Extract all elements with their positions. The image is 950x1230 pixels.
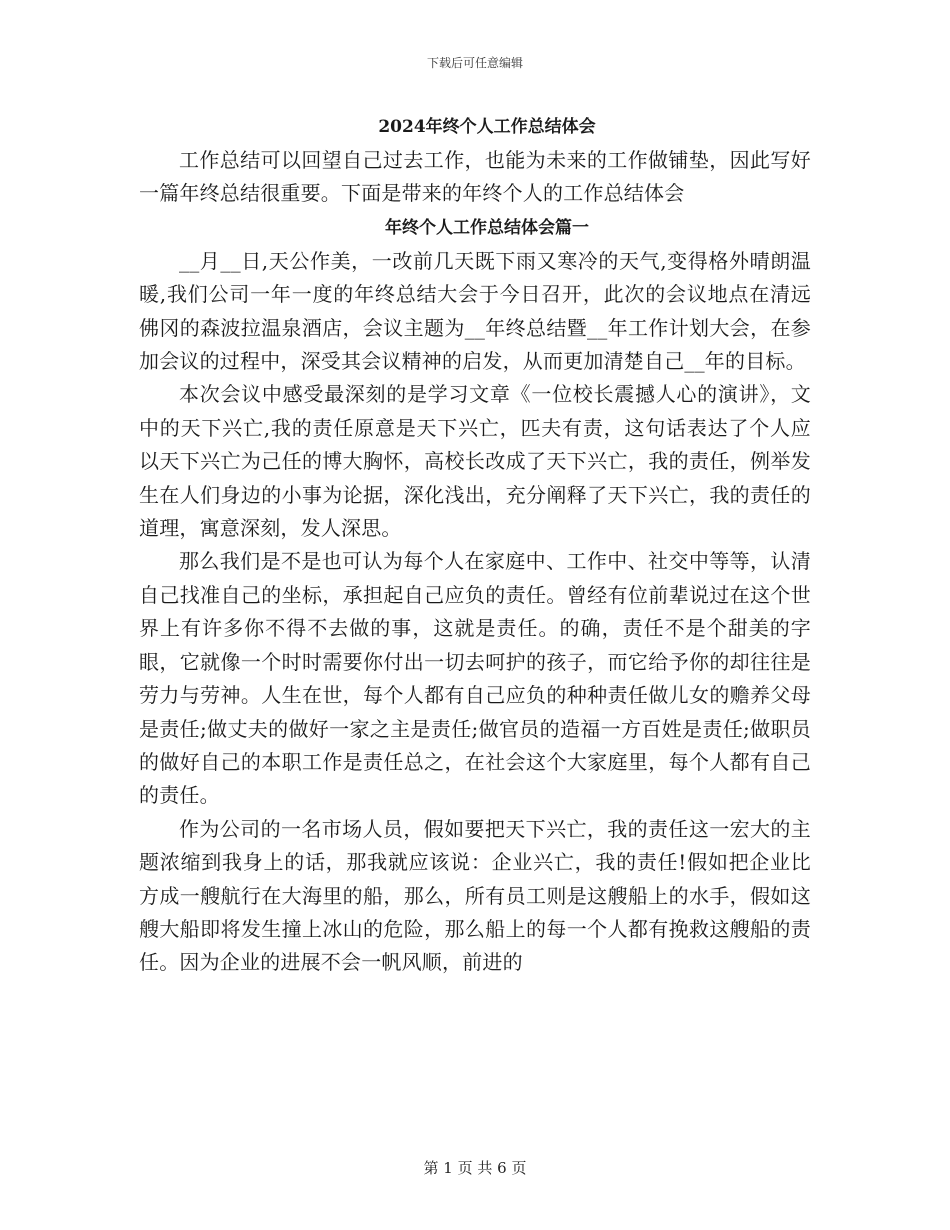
body-paragraph-1: __月__日,天公作美，一改前几天既下雨又寒冷的天气,变得格外晴朗温暖,我们公司一年一度的年终总结大会于今日召开，此次的会议地点在清远佛冈的森波拉温泉酒店，会议主题为__年终总结暨__年工作计划大会，在参加会议的过程中，深受其会议精神的启发，从而更加清楚自己__年的目标。 bbox=[139, 248, 811, 374]
body-paragraph-4: 作为公司的一名市场人员，假如要把天下兴亡，我的责任这一宏大的主题浓缩到我身上的话，那我就应该说：企业兴亡，我的责任!假如把企业比方成一艘航行在大海里的船，那么，所有员工则是这艘船上的水手，假如这艘大船即将发生撞上冰山的危险，那么船上的每一个人都有挽救这艘船的责任。因为企业的进展不会一帆风顺，前进的 bbox=[139, 816, 811, 975]
body-paragraph-3: 那么我们是不是也可认为每个人在家庭中、工作中、社交中等等，认清自己找准自己的坐标，承担起自己应负的责任。曾经有位前辈说过在这个世界上有许多你不得不去做的事，这就是责任。的确，责任不是个甜美的字眼，它就像一个时时需要你付出一切去呵护的孩子，而它给予你的却往往是劳力与劳神。人生在世，每个人都有自己应负的种种责任做儿女的赡养父母是责任;做丈夫的做好一家之主是责任;做官员的造福一方百姓是责任;做职员的做好自己的本职工作是责任总之，在社会这个大家庭里，每个人都有自己的责任。 bbox=[139, 549, 811, 808]
body-paragraph-2: 本次会议中感受最深刻的是学习文章《一位校长震撼人心的演讲》，文中的天下兴亡,我的责任原意是天下兴亡，匹夫有责，这句话表达了个人应以天下兴亡为己任的博大胸怀，高校长改成了天下兴亡，我的责任，例举发生在人们身边的小事为论据，深化浅出，充分阐释了天下兴亡，我的责任的道理，寓意深刻，发人深思。 bbox=[139, 382, 811, 541]
page-number: 第 1 页 共 6 页 bbox=[423, 1159, 527, 1177]
document-title: 2024年终个人工作总结体会 bbox=[378, 117, 596, 137]
intro-paragraph: 工作总结可以回望自己过去工作，也能为未来的工作做铺垫，因此写好一篇年终总结很重要。下面是带来的年终个人的工作总结体会 bbox=[139, 148, 811, 206]
header-note: 下载后可任意编辑 bbox=[426, 56, 523, 70]
section-title: 年终个人工作总结体会篇一 bbox=[385, 217, 589, 238]
document-body bbox=[139, 110, 811, 980]
